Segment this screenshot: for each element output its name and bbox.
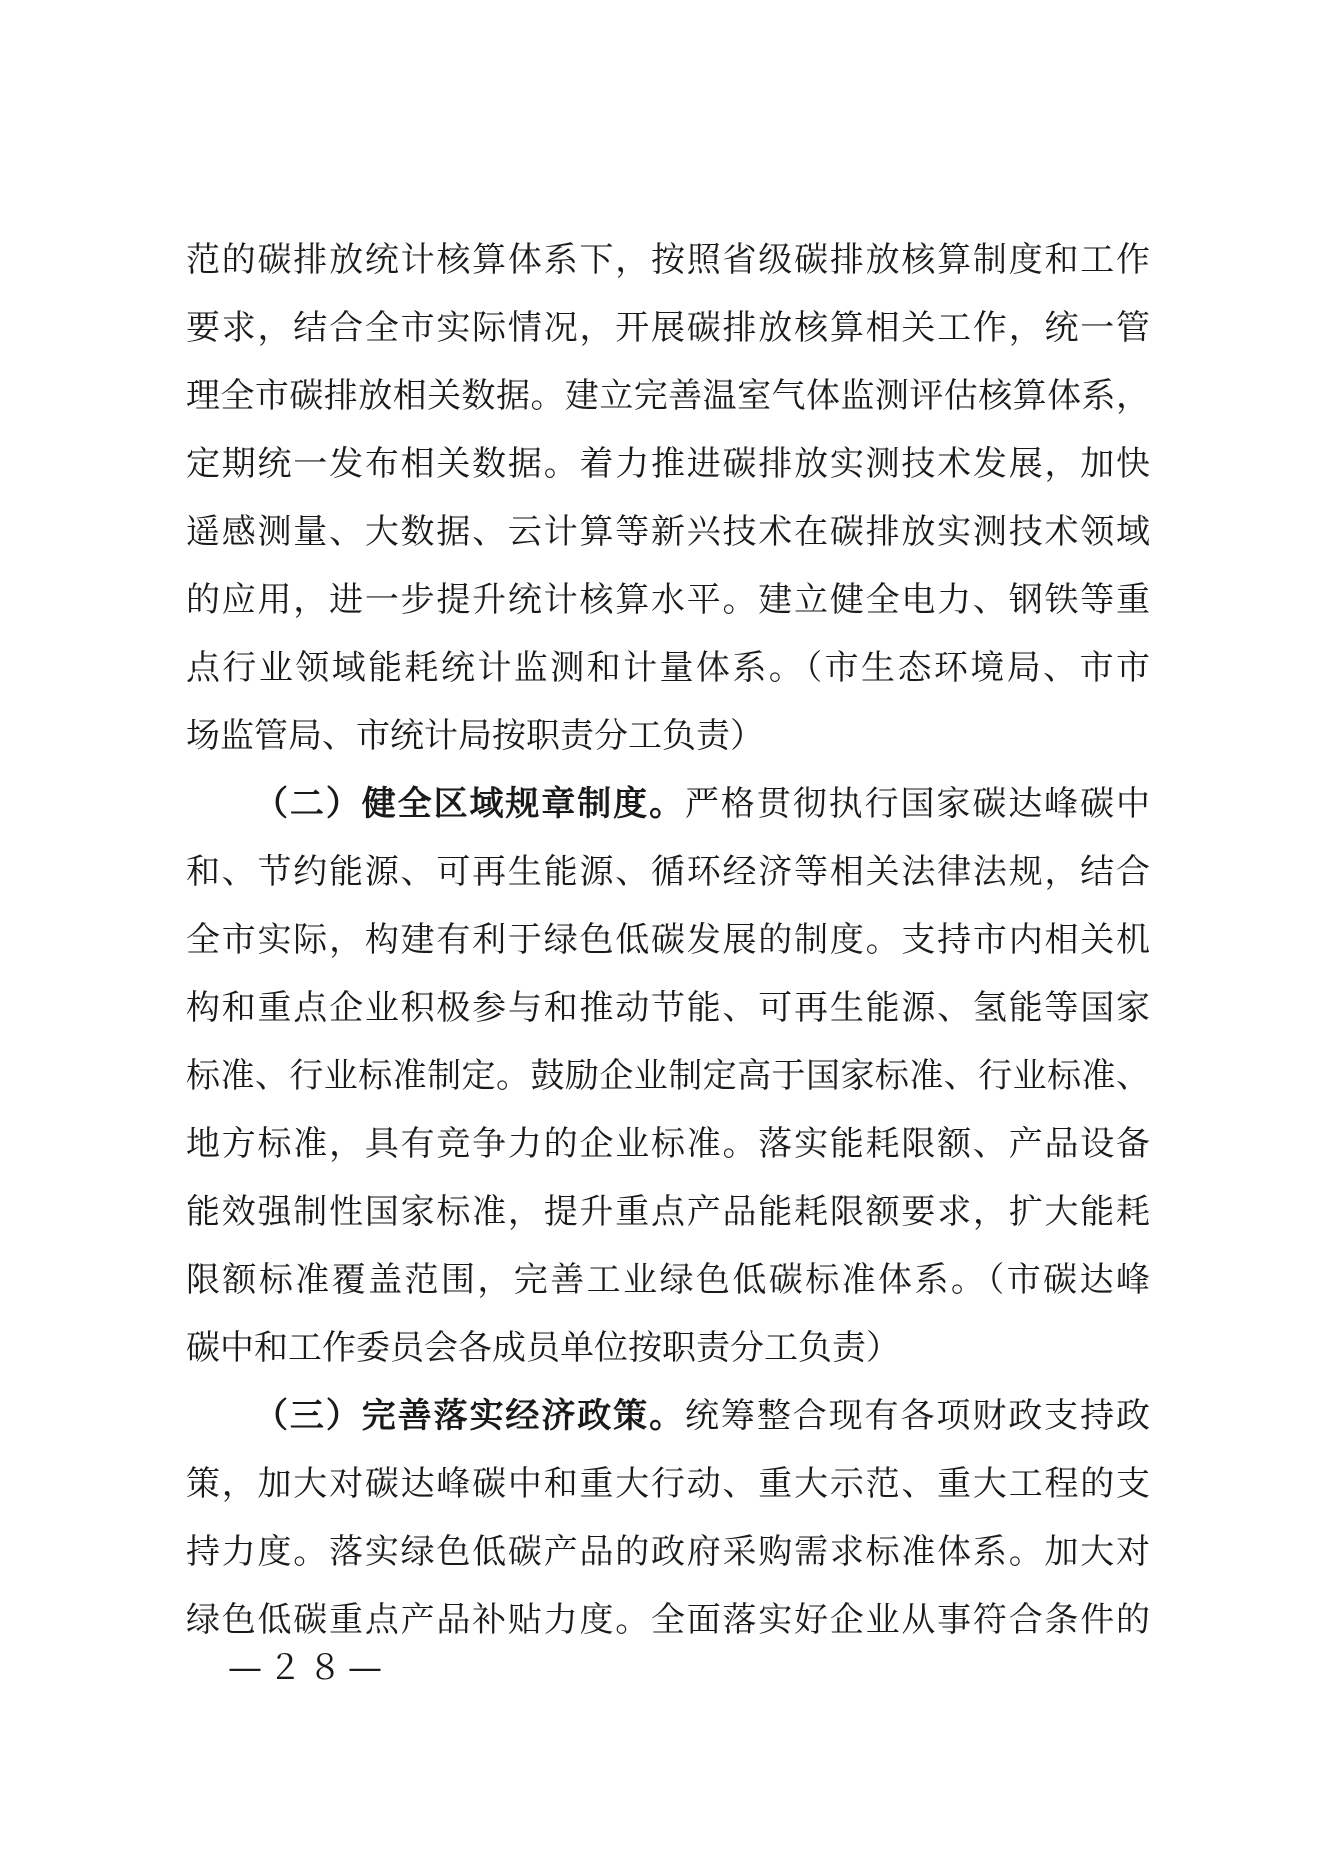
paragraph-line: 策，加大对碳达峰碳中和重大行动、重大示范、重大工程的支 (186, 1464, 1150, 1504)
paragraph-line: 构和重点企业积极参与和推动节能、可再生能源、氢能等国家 (186, 988, 1150, 1028)
paragraph-line: 遥感测量、大数据、云计算等新兴技术在碳排放实测技术领域 (186, 512, 1150, 552)
section-heading: （三）完善落实经济政策。 (254, 1396, 685, 1436)
paragraph-line: 点行业领域能耗统计监测和计量体系。（市生态环境局、市市 (186, 648, 1150, 688)
paragraph-line: 能效强制性国家标准，提升重点产品能耗限额要求，扩大能耗 (186, 1192, 1150, 1232)
section-heading-line (186, 1382, 1150, 1450)
paragraph-line: 场监管局、市统计局按职责分工负责） (186, 716, 764, 756)
section-heading: （二）健全区域规章制度。 (254, 784, 685, 824)
paragraph-line: 限额标准覆盖范围，完善工业绿色低碳标准体系。（市碳达峰 (186, 1260, 1150, 1300)
page-number: —２８— (228, 1648, 388, 1688)
paragraph-line: 理全市碳排放相关数据。建立完善温室气体监测评估核算体系， (186, 376, 1150, 416)
paragraph-line: 的应用，进一步提升统计核算水平。建立健全电力、钢铁等重 (186, 580, 1150, 620)
paragraph-line: 范的碳排放统计核算体系下，按照省级碳排放核算制度和工作 (186, 240, 1150, 280)
paragraph-line: 要求，结合全市实际情况，开展碳排放核算相关工作，统一管 (186, 308, 1150, 348)
paragraph-line: 持力度。落实绿色低碳产品的政府采购需求标准体系。加大对 (186, 1532, 1150, 1572)
section-heading-rest: 统筹整合现有各项财政支持政 (685, 1396, 1150, 1436)
paragraph-line: 绿色低碳重点产品补贴力度。全面落实好企业从事符合条件的 (186, 1600, 1150, 1640)
section-heading-rest: 严格贯彻执行国家碳达峰碳中 (685, 784, 1150, 824)
paragraph-line: 碳中和工作委员会各成员单位按职责分工负责） (186, 1328, 900, 1368)
body-text (186, 226, 1150, 1654)
paragraph-line: 和、节约能源、可再生能源、循环经济等相关法律法规，结合 (186, 852, 1150, 892)
paragraph-line: 标准、行业标准制定。鼓励企业制定高于国家标准、行业标准、 (186, 1056, 1150, 1096)
paragraph-line: 地方标准，具有竞争力的企业标准。落实能耗限额、产品设备 (186, 1124, 1150, 1164)
section-heading-line (186, 770, 1150, 838)
paragraph-line: 全市实际，构建有利于绿色低碳发展的制度。支持市内相关机 (186, 920, 1150, 960)
paragraph-line: 定期统一发布相关数据。着力推进碳排放实测技术发展，加快 (186, 444, 1150, 484)
